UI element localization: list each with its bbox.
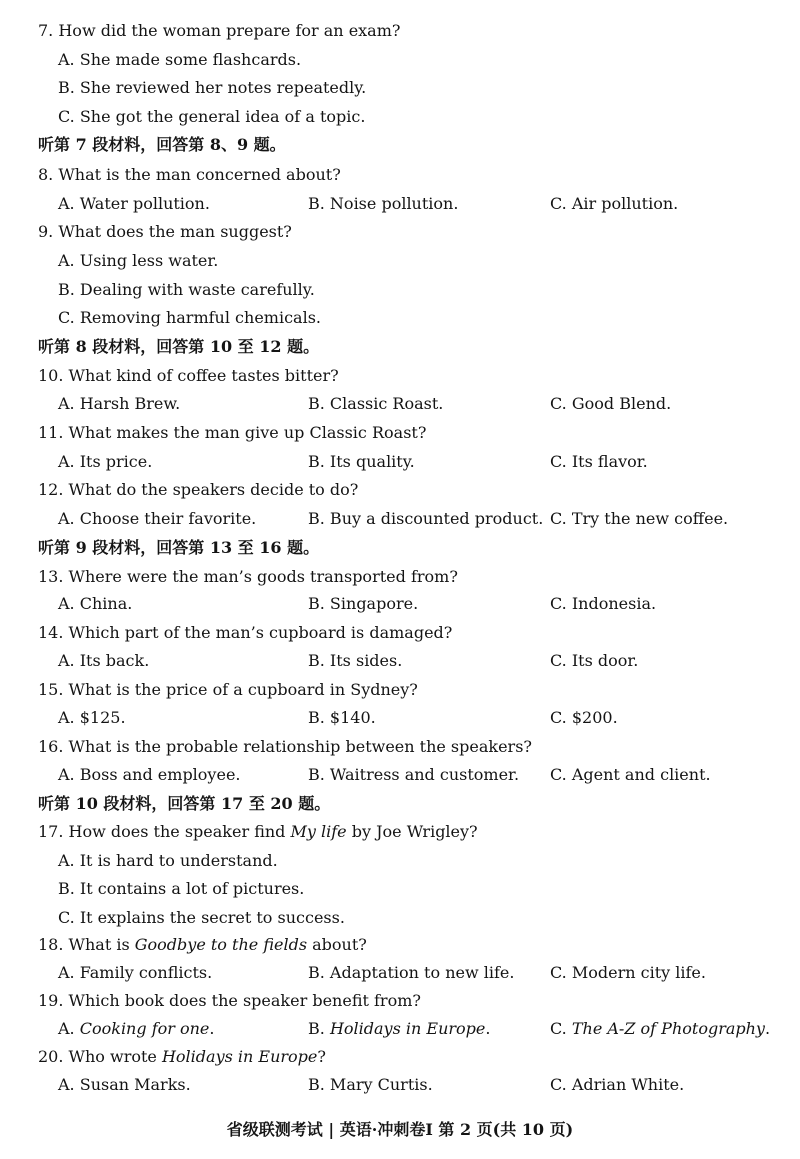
- q17-stem-pre: 17. How does the speaker find: [38, 822, 291, 841]
- q20-option-c: C. Adrian White.: [550, 1075, 685, 1094]
- q10-options: [0, 390, 800, 418]
- q19-option-c-letter: C.: [550, 1019, 572, 1038]
- q16-option-c: C. Agent and client.: [550, 765, 711, 784]
- q13-options: [0, 590, 800, 618]
- q9-option-c: C. Removing harmful chemicals.: [58, 308, 321, 327]
- q20-option-b: B. Mary Curtis.: [308, 1075, 433, 1094]
- q17-book-title: My life: [290, 822, 347, 841]
- q20-stem-pre: 20. Who wrote: [38, 1047, 162, 1066]
- page-footer: 省级联测考试 | 英语·冲刺卷Ⅰ 第 2 页(共 10 页): [226, 1120, 574, 1139]
- q12-options: [0, 505, 800, 533]
- q13-option-c: C. Indonesia.: [550, 594, 657, 613]
- q8-option-c: C. Air pollution.: [550, 194, 679, 213]
- q7-option-b: B. She reviewed her notes repeatedly.: [58, 78, 367, 97]
- q17-option-c: C. It explains the secret to success.: [58, 908, 345, 927]
- q18-option-a: A. Family conflicts.: [58, 963, 213, 982]
- q8-option-b: B. Noise pollution.: [308, 194, 459, 213]
- section-7-instruction: 听第 7 段材料，回答第 8、9 题。: [38, 135, 286, 154]
- q9-option-b: B. Dealing with waste carefully.: [58, 280, 315, 299]
- q16-options: [0, 761, 800, 789]
- q20-option-a: A. Susan Marks.: [58, 1075, 191, 1094]
- q19-option-a-period: .: [209, 1019, 215, 1038]
- q18-stem-post: about?: [307, 935, 367, 954]
- q8-option-a: A. Water pollution.: [58, 194, 210, 213]
- q15-option-c: C. $200.: [550, 708, 618, 727]
- q14-option-c: C. Its door.: [550, 651, 639, 670]
- q9-option-a: A. Using less water.: [58, 251, 219, 270]
- q19-options: [0, 1015, 800, 1043]
- q19-option-a-title: Cooking for one: [79, 1019, 210, 1038]
- q19-option-b-period: .: [485, 1019, 491, 1038]
- q11-option-c: C. Its flavor.: [550, 452, 648, 471]
- question-12: 12. What do the speakers decide to do?: [38, 480, 359, 499]
- q20-book-title: Holidays in Europe: [161, 1047, 318, 1066]
- q7-option-a: A. She made some flashcards.: [58, 50, 302, 69]
- q19-option-b-title: Holidays in Europe: [329, 1019, 486, 1038]
- q12-option-a: A. Choose their favorite.: [58, 509, 257, 528]
- q13-option-a: A. China.: [58, 594, 133, 613]
- section-8-instruction: 听第 8 段材料，回答第 10 至 12 题。: [38, 337, 320, 356]
- question-9: 9. What does the man suggest?: [38, 222, 292, 241]
- q19-option-a: [58, 1015, 214, 1043]
- q18-stem-pre: 18. What is: [38, 935, 135, 954]
- q8-options: [0, 190, 800, 218]
- q15-option-a: A. $125.: [58, 708, 126, 727]
- question-7: 7. How did the woman prepare for an exam?: [38, 21, 401, 40]
- q11-option-b: B. Its quality.: [308, 452, 415, 471]
- q14-option-a: A. Its back.: [58, 651, 150, 670]
- q12-option-b: B. Buy a discounted product.: [308, 509, 544, 528]
- q20-options: [0, 1071, 800, 1099]
- q19-option-c-title: The A-Z of Photography: [571, 1019, 765, 1038]
- q18-book-title: Goodbye to the fields: [134, 935, 308, 954]
- q19-option-c-period: .: [764, 1019, 771, 1038]
- question-14: 14. Which part of the man’s cupboard is damaged?: [38, 623, 453, 642]
- q16-option-a: A. Boss and employee.: [58, 765, 241, 784]
- q17-option-a: A. It is hard to understand.: [58, 851, 278, 870]
- question-15: 15. What is the price of a cupboard in Sydney?: [38, 680, 418, 699]
- q12-option-c: C. Try the new coffee.: [550, 509, 729, 528]
- q19-option-c: [550, 1015, 770, 1043]
- q20-stem-post: ?: [317, 1047, 326, 1066]
- q13-option-b: B. Singapore.: [308, 594, 419, 613]
- q10-option-a: A. Harsh Brew.: [58, 394, 181, 413]
- question-19: 19. Which book does the speaker benefit from?: [38, 991, 421, 1010]
- q17-option-b: B. It contains a lot of pictures.: [58, 879, 305, 898]
- question-11: 11. What makes the man give up Classic Roast?: [38, 423, 427, 442]
- q14-option-b: B. Its sides.: [308, 651, 403, 670]
- question-20: [38, 1043, 326, 1071]
- q11-option-a: A. Its price.: [58, 452, 153, 471]
- q14-options: [0, 647, 800, 675]
- q10-option-c: C. Good Blend.: [550, 394, 672, 413]
- question-13: 13. Where were the man’s goods transported from?: [38, 567, 458, 586]
- q18-option-b: B. Adaptation to new life.: [308, 963, 515, 982]
- q15-option-b: B. $140.: [308, 708, 376, 727]
- q18-option-c: C. Modern city life.: [550, 963, 706, 982]
- section-9-instruction: 听第 9 段材料，回答第 13 至 16 题。: [38, 538, 320, 557]
- q7-option-c: C. She got the general idea of a topic.: [58, 107, 366, 126]
- section-10-instruction: 听第 10 段材料，回答第 17 至 20 题。: [38, 794, 331, 813]
- q18-options: [0, 959, 800, 987]
- question-16: 16. What is the probable relationship between the speakers?: [38, 737, 532, 756]
- q17-stem-post: by Joe Wrigley?: [346, 822, 478, 841]
- question-17: [38, 818, 478, 846]
- q10-option-b: B. Classic Roast.: [308, 394, 444, 413]
- question-18: [38, 931, 367, 959]
- q19-option-b: [308, 1015, 490, 1043]
- q15-options: [0, 704, 800, 732]
- question-10: 10. What kind of coffee tastes bitter?: [38, 366, 339, 385]
- q19-option-a-letter: A.: [58, 1019, 80, 1038]
- q11-options: [0, 448, 800, 476]
- q19-option-b-letter: B.: [308, 1019, 330, 1038]
- q16-option-b: B. Waitress and customer.: [308, 765, 520, 784]
- question-8: 8. What is the man concerned about?: [38, 165, 341, 184]
